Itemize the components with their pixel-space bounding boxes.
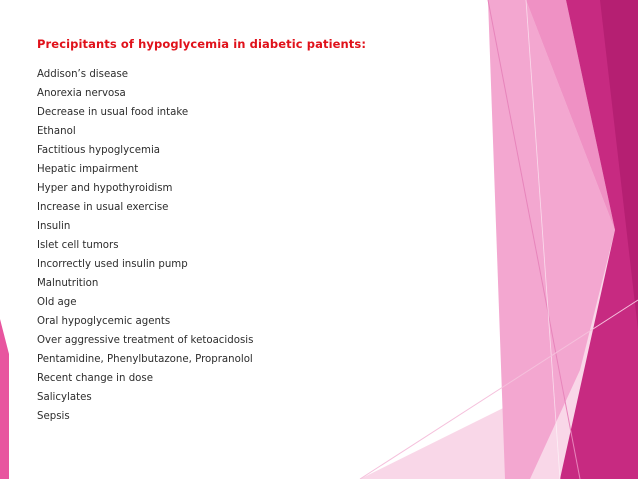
- list-item: Pentamidine, Phenylbutazone, Propranolol: [37, 354, 253, 365]
- list-item: Anorexia nervosa: [37, 88, 126, 99]
- list-item: Addison’s disease: [37, 69, 129, 80]
- list-item: Factitious hypoglycemia: [37, 145, 161, 156]
- list-item: Old age: [37, 297, 77, 308]
- list-item: Insulin: [37, 221, 71, 232]
- list-item: Oral hypoglycemic agents: [37, 316, 171, 327]
- slide-title: Precipitants of hypoglycemia in diabetic patients:: [37, 37, 367, 51]
- left-accent-bar: [0, 319, 9, 479]
- list-item: Sepsis: [37, 411, 70, 422]
- list-item: Over aggressive treatment of ketoacidosis: [37, 335, 254, 346]
- list-item: Salicylates: [37, 392, 92, 403]
- list-item: Increase in usual exercise: [37, 202, 169, 213]
- list-item: Decrease in usual food intake: [37, 107, 189, 118]
- list-item: Incorrectly used insulin pump: [37, 259, 188, 270]
- list-item: Hepatic impairment: [37, 164, 139, 175]
- list-item: Malnutrition: [37, 278, 99, 289]
- list-item: Islet cell tumors: [37, 240, 119, 251]
- list-item: Ethanol: [37, 126, 76, 137]
- precipitants-list: [37, 68, 253, 429]
- list-item: Hyper and hypothyroidism: [37, 183, 173, 194]
- list-item: Recent change in dose: [37, 373, 153, 384]
